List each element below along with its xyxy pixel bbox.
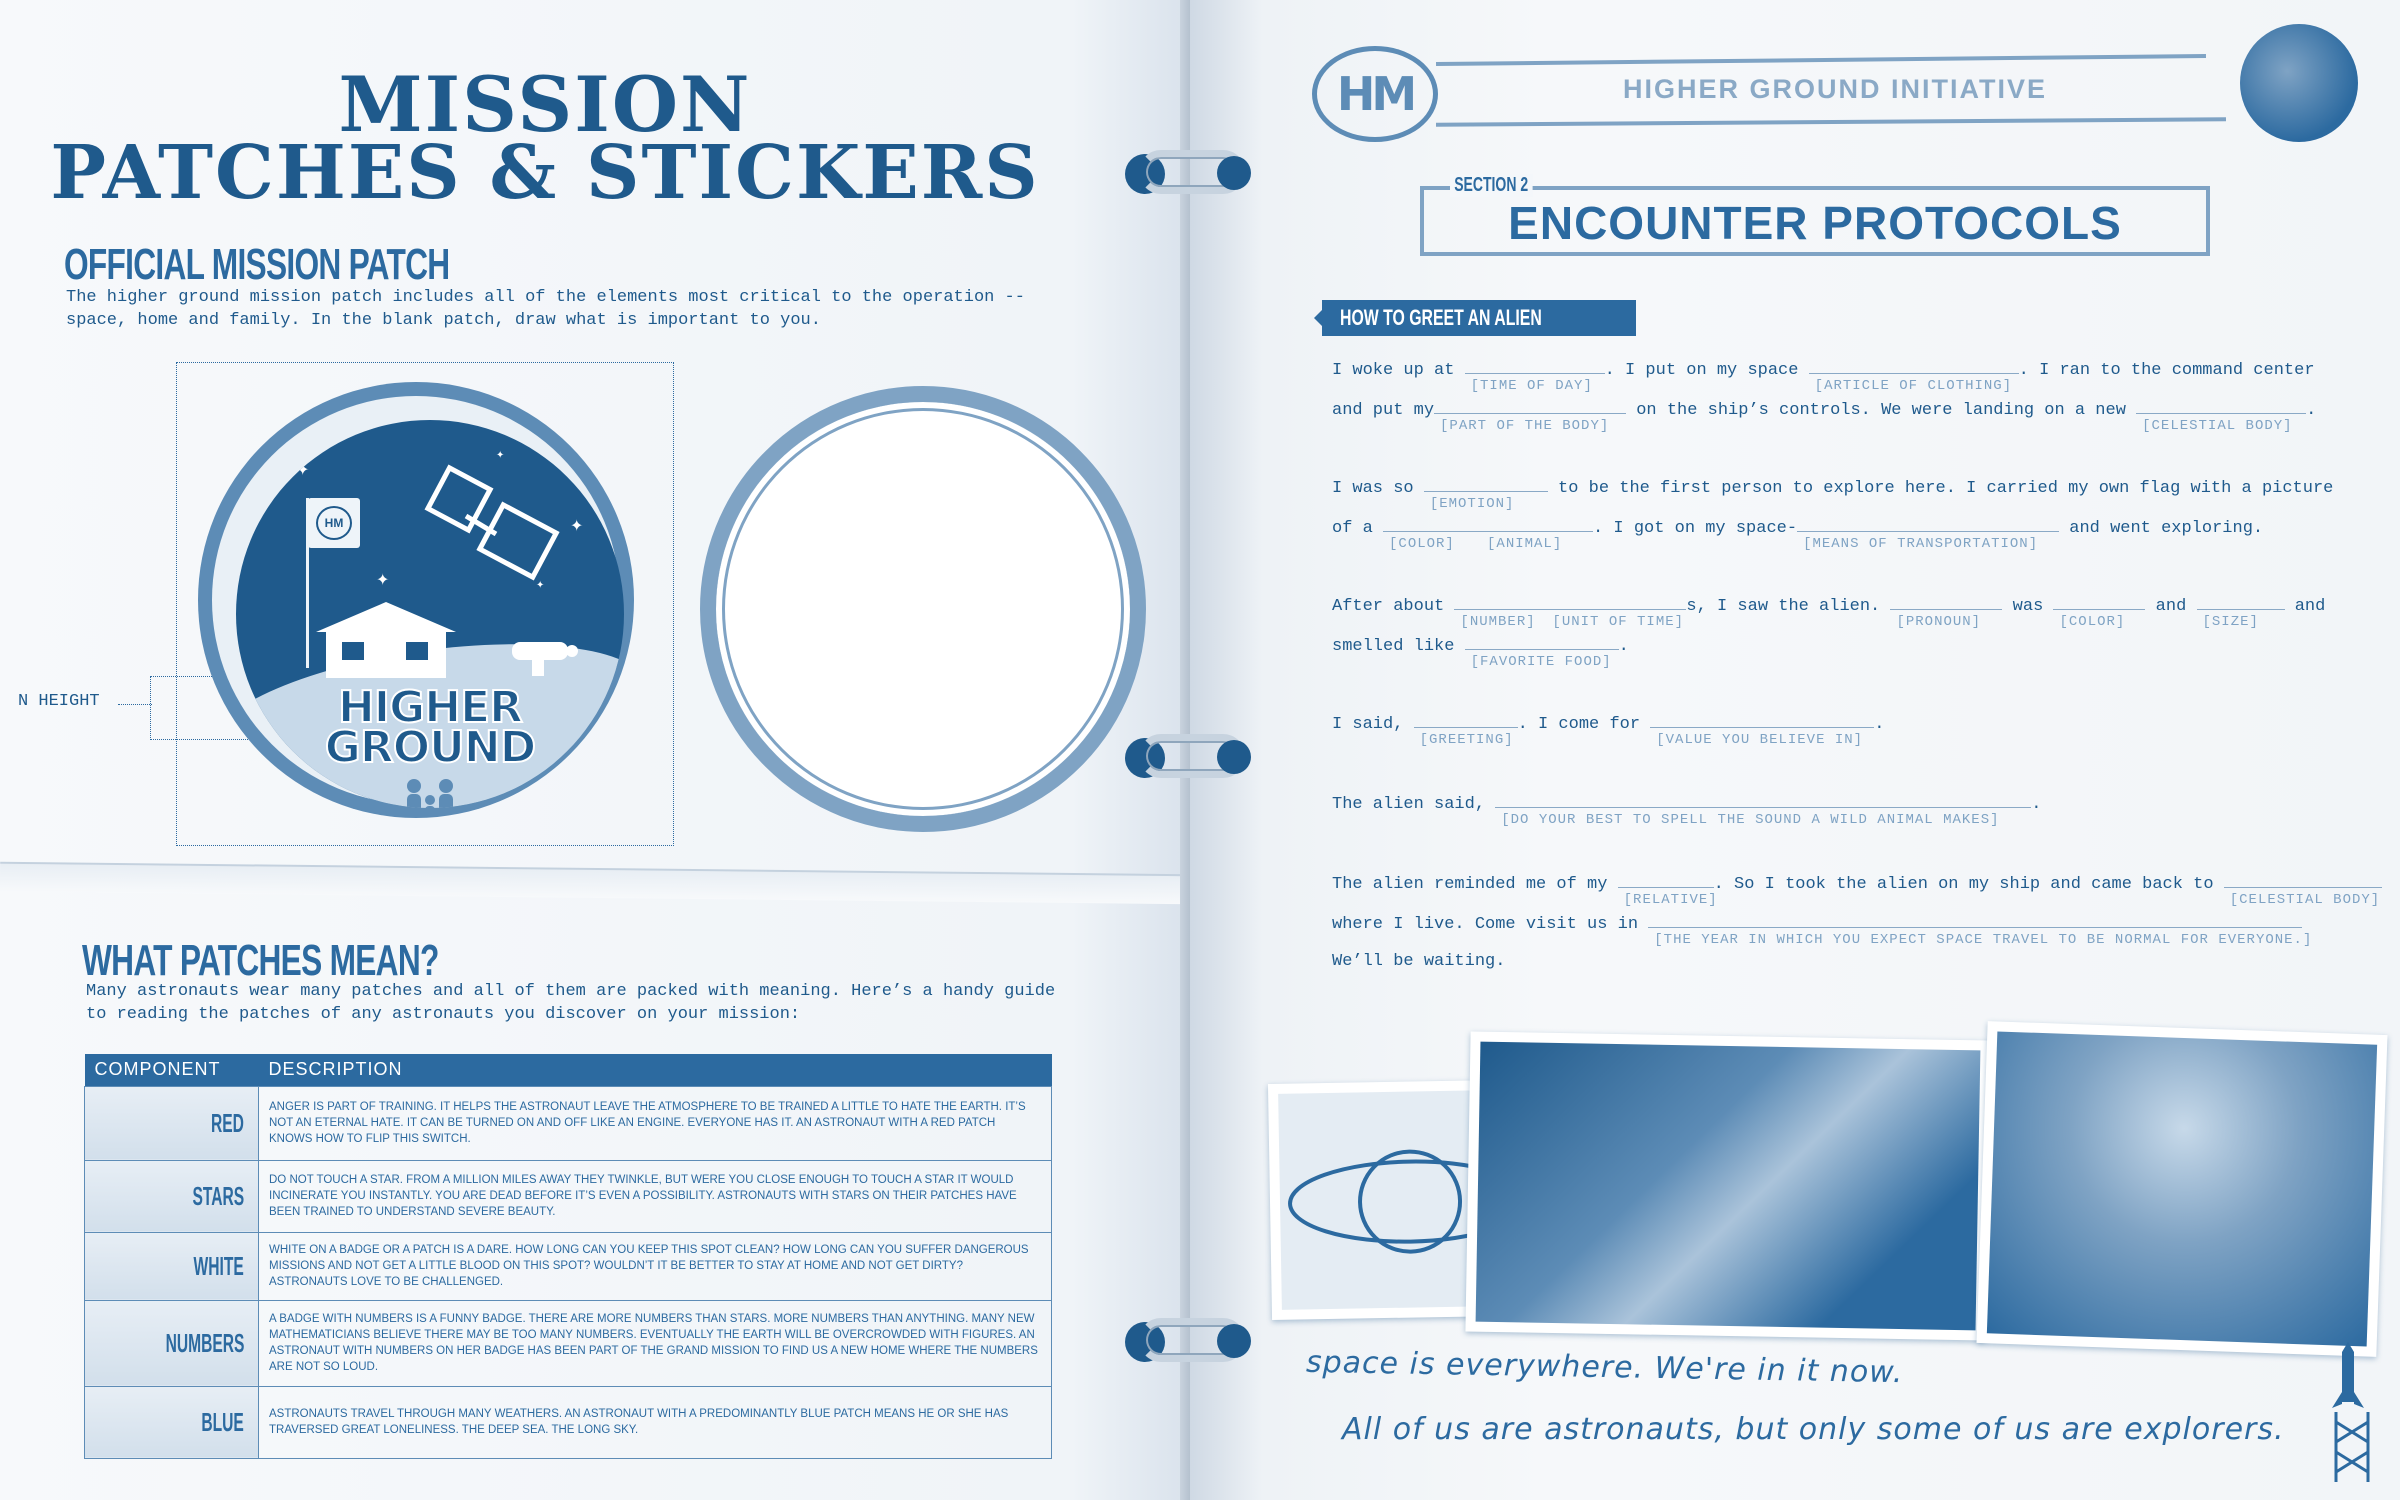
madlib-text: smelled like bbox=[1332, 637, 1465, 656]
madlib-text: . I put on my space bbox=[1604, 361, 1809, 380]
madlib-line bbox=[1332, 632, 2292, 672]
madlib-text: s, I saw the alien. bbox=[1686, 597, 1891, 616]
madlib-text: . bbox=[1618, 637, 1629, 656]
madlib-text: . I come for bbox=[1517, 715, 1651, 734]
blank-caption: [MEANS OF TRANSPORTATION] bbox=[1803, 536, 2039, 552]
madlib-text: I was so bbox=[1332, 479, 1424, 498]
ring-hole bbox=[1217, 156, 1251, 190]
hm-logo-icon: HM bbox=[1336, 67, 1414, 121]
house-icon bbox=[306, 598, 466, 678]
blank-caption: [SIZE] bbox=[2202, 614, 2259, 630]
blank-field[interactable] bbox=[2224, 870, 2382, 908]
blank-field[interactable] bbox=[1414, 710, 1518, 748]
description-cell: A BADGE WITH NUMBERS IS A FUNNY BADGE. THERE ARE MORE NUMBERS THAN STARS. MORE NUMBERS THAN ANYTHING. MANY NEW MATHEMATICIANS BELIEVE THERE MAY BE TOO MANY NUMBERS. EVENTUALLY THE EARTH WILL BE OVERCROWDED WITH FIGURES. AN ASTRONAUT WITH NUMBERS ON HER BADGE HAS BEEN PART OF THE GRAND MISSION TO FIND US A NEW HOME WHERE THE NUMBERS ARE NOT SO LOUD. bbox=[259, 1300, 1052, 1386]
madlib-paragraph-4 bbox=[1332, 710, 2292, 750]
blank-caption: [THE YEAR IN WHICH YOU EXPECT SPACE TRAVEL TO BE NORMAL FOR EVERYONE.] bbox=[1654, 932, 2313, 948]
astronaut-helmet-photo bbox=[1977, 1021, 2388, 1357]
star-icon: ✦ bbox=[296, 462, 310, 479]
blank-caption: [PRONOUN] bbox=[1896, 614, 1982, 630]
patches-mean-description: Many astronauts wear many patches and all of them are packed with meaning. Here’s a handy guide to reading the patches of any astronauts you discover on your mission: bbox=[86, 982, 1056, 1024]
patch-title-line1: HIGHER bbox=[337, 682, 523, 733]
madlib-text: . bbox=[2306, 401, 2317, 420]
madlib-text: . I ran to the command center bbox=[2018, 361, 2315, 380]
blank-caption: [GREETING] bbox=[1419, 732, 1514, 748]
madlib-text: The alien reminded me of my bbox=[1332, 875, 1618, 894]
component-table bbox=[84, 1054, 1052, 1459]
blank-caption: [FAVORITE FOOD] bbox=[1470, 654, 1612, 670]
greet-alien-label: HOW TO GREET AN ALIEN bbox=[1340, 305, 1542, 330]
component-cell bbox=[85, 1232, 259, 1300]
ray-gun-icon bbox=[506, 630, 586, 680]
blank-field[interactable] bbox=[1454, 592, 1546, 630]
madlib-line bbox=[1332, 474, 2334, 514]
madlib-paragraph-3 bbox=[1332, 592, 2326, 672]
blank-caption: [CELESTIAL BODY] bbox=[2229, 892, 2381, 908]
madlib-text: I said, bbox=[1332, 715, 1414, 734]
blank-caption: [CELESTIAL BODY] bbox=[2142, 418, 2293, 434]
blank-caption: [COLOR] bbox=[1389, 536, 1455, 552]
component-name: RED bbox=[211, 1107, 244, 1138]
madlib-line bbox=[1332, 396, 2317, 436]
blank-field[interactable] bbox=[1424, 474, 1548, 512]
blank-caption: [COLOR] bbox=[2059, 614, 2126, 630]
initiative-title: HIGHER GROUND INITIATIVE bbox=[1622, 74, 2047, 104]
madlib-text: on the ship’s controls. We were landing on a new bbox=[1626, 401, 2137, 420]
madlib-text: and bbox=[2284, 597, 2326, 616]
blank-field[interactable] bbox=[1481, 514, 1593, 552]
madlib-text: and put my bbox=[1332, 401, 1435, 420]
madlib-text: I woke up at bbox=[1332, 361, 1465, 380]
blank-caption: [EMOTION] bbox=[1429, 496, 1515, 512]
component-name: NUMBERS bbox=[165, 1327, 244, 1358]
patch-title-line2: GROUND bbox=[324, 722, 536, 773]
table-row bbox=[85, 1160, 1052, 1232]
blank-field[interactable] bbox=[1383, 514, 1481, 552]
patch-title bbox=[236, 682, 624, 773]
madlib-line bbox=[1332, 356, 2315, 396]
madlib-line bbox=[1332, 790, 2292, 830]
blank-field[interactable] bbox=[1495, 790, 2031, 828]
ring-hole bbox=[1217, 1324, 1251, 1358]
rocket-icon bbox=[2318, 1342, 2388, 1482]
blank-field[interactable] bbox=[1890, 592, 2002, 630]
official-patch-description: The higher ground mission patch includes all of the elements most critical to the operation -- space, home and family. In the blank patch, draw what is important to you. bbox=[66, 288, 1025, 330]
section-number: SECTION 2 bbox=[1450, 174, 1532, 197]
madlib-text: . bbox=[1874, 715, 1885, 734]
blank-caption: [DO YOUR BEST TO SPELL THE SOUND A WILD ANIMAL MAKES] bbox=[1501, 812, 2000, 828]
blank-caption: [UNIT OF TIME] bbox=[1552, 614, 1685, 630]
madlib-text: and went exploring. bbox=[2059, 519, 2264, 538]
madlib-line bbox=[1332, 910, 2313, 950]
description-cell: WHITE ON A BADGE OR A PATCH IS A DARE. HOW LONG CAN YOU KEEP THIS SPOT CLEAN? HOW LONG CAN YOU SUFFER DANGEROUS MISSIONS AND NOT GET A LITTLE BLOOD ON THIS SPOT? WOULDN’T IT BE BETTER TO STAY AT HOME AND NOT GET DIRTY? ASTRONAUTS LOVE TO BE CHALLENGED. bbox=[259, 1232, 1052, 1300]
binder-ring-middle bbox=[1125, 734, 1255, 778]
blank-patch-drawing-area[interactable] bbox=[700, 386, 1146, 832]
component-name: WHITE bbox=[193, 1250, 244, 1281]
description-cell: ANGER IS PART OF TRAINING. IT HELPS THE ASTRONAUT LEAVE THE ATMOSPHERE TO BE TRAINED A LITTLE TO HATE THE EARTH. IT’S NOT AN ETERNAL HATE. IT CAN BE TURNED ON AND OFF LIKE AN ENGINE. EVERYONE HAS IT. AN ASTRONAUT WITH A RED PATCH KNOWS HOW TO FLIP THIS SWITCH. bbox=[259, 1086, 1052, 1160]
component-cell bbox=[85, 1160, 259, 1232]
globe-icon bbox=[2240, 24, 2358, 142]
blank-field[interactable] bbox=[1650, 710, 1874, 748]
madlib-line bbox=[1332, 710, 2292, 750]
madlib-text: . bbox=[2031, 795, 2042, 814]
height-guide-line bbox=[118, 704, 152, 705]
blank-caption: [RELATIVE] bbox=[1623, 892, 1718, 908]
patches-mean-heading: WHAT PATCHES MEAN? bbox=[82, 936, 439, 985]
blank-caption: [PART OF THE BODY] bbox=[1440, 418, 1610, 434]
height-label: N HEIGHT bbox=[18, 692, 100, 711]
page-title-line1: MISSION bbox=[338, 60, 752, 149]
blank-field[interactable] bbox=[1465, 356, 1605, 394]
madlib-text: of a bbox=[1332, 519, 1384, 538]
astronaut-flag-image bbox=[1476, 1042, 1981, 1331]
column-header-component: COMPONENT bbox=[85, 1054, 259, 1086]
star-icon: ✦ bbox=[570, 518, 584, 535]
madlib-line bbox=[1332, 514, 2292, 554]
madlib-text: After about bbox=[1332, 597, 1455, 616]
blank-field[interactable] bbox=[1434, 396, 1626, 434]
madlib-paragraph-6 bbox=[1332, 870, 2381, 990]
saturn-icon bbox=[1278, 1090, 1494, 1310]
component-cell bbox=[85, 1300, 259, 1386]
satellite-icon bbox=[396, 456, 566, 596]
star-icon: ✦ bbox=[496, 450, 505, 461]
patch-ring bbox=[212, 396, 620, 804]
left-page bbox=[0, 0, 1190, 1500]
binder-ring-top bbox=[1125, 150, 1255, 194]
blank-field[interactable] bbox=[2136, 396, 2306, 434]
section-title: ENCOUNTER PROTOCOLS bbox=[1508, 197, 2122, 249]
blank-field[interactable] bbox=[1648, 910, 2313, 948]
page-tear-divider bbox=[0, 862, 1190, 904]
hm-logo-icon: HM bbox=[316, 506, 352, 540]
handwritten-note-line2: All of us are astronauts, but only some of us are explorers. bbox=[1342, 1412, 2285, 1447]
table-row bbox=[85, 1386, 1052, 1458]
astronaut-flag-photo bbox=[1465, 1031, 1990, 1340]
madlib-paragraph-2 bbox=[1332, 474, 2334, 554]
blank-field[interactable] bbox=[1809, 356, 2019, 394]
blank-caption: [ANIMAL] bbox=[1487, 536, 1563, 552]
blank-field[interactable] bbox=[1797, 514, 2059, 552]
madlib-paragraph-5 bbox=[1332, 790, 2292, 830]
table-row bbox=[85, 1086, 1052, 1160]
star-icon: ✦ bbox=[376, 572, 390, 589]
blank-field[interactable] bbox=[2197, 592, 2285, 630]
component-cell bbox=[85, 1086, 259, 1160]
madlib-line bbox=[1332, 950, 2292, 990]
madlib-line bbox=[1332, 592, 2326, 632]
saturn-image bbox=[1278, 1090, 1494, 1310]
official-patch-heading: OFFICIAL MISSION PATCH bbox=[64, 240, 450, 289]
table-row bbox=[85, 1232, 1052, 1300]
madlib-text: . I got on my space- bbox=[1593, 519, 1798, 538]
component-name: STARS bbox=[192, 1180, 244, 1211]
blank-field[interactable] bbox=[1465, 632, 1619, 670]
family-icon bbox=[404, 778, 464, 808]
madlib-text: The alien said, bbox=[1332, 795, 1496, 814]
blank-field[interactable] bbox=[1546, 592, 1686, 630]
blank-field[interactable] bbox=[2053, 592, 2145, 630]
madlib-text: to be the first person to explore here. I carried my own flag with a picture bbox=[1547, 479, 2334, 498]
greet-alien-tag bbox=[1322, 300, 1636, 336]
description-cell: ASTRONAUTS TRAVEL THROUGH MANY WEATHERS. AN ASTRONAUT WITH A PREDOMINANTLY BLUE PATCH MEANS HE OR SHE HAS TRAVERSED GREAT LONELINESS. THE DEEP SEA. THE LONG SKY. bbox=[259, 1386, 1052, 1458]
madlib-line bbox=[1332, 870, 2381, 910]
patch-inner bbox=[236, 420, 624, 808]
mission-patch bbox=[198, 382, 634, 818]
blank-caption: [VALUE YOU BELIEVE IN] bbox=[1656, 732, 1864, 748]
star-icon: ✦ bbox=[536, 580, 545, 591]
table-row bbox=[85, 1300, 1052, 1386]
madlib-text: We’ll be waiting. bbox=[1332, 952, 1506, 971]
blank-caption: [ARTICLE OF CLOTHING] bbox=[1814, 378, 2013, 394]
madlib-text: and bbox=[2145, 597, 2197, 616]
table-header-row bbox=[85, 1054, 1052, 1086]
handwritten-note-line1: space is everywhere. We're in it now. bbox=[1305, 1344, 1904, 1391]
binder-ring-bottom bbox=[1125, 1318, 1255, 1362]
ring-hole bbox=[1217, 740, 1251, 774]
blank-caption: [TIME OF DAY] bbox=[1470, 378, 1593, 394]
column-header-description: DESCRIPTION bbox=[259, 1054, 1052, 1086]
blank-field[interactable] bbox=[1618, 870, 1718, 908]
blank-caption: [NUMBER] bbox=[1460, 614, 1536, 630]
component-cell bbox=[85, 1386, 259, 1458]
madlib-text: . So I took the alien on my ship and came back to bbox=[1713, 875, 2224, 894]
patch-flag bbox=[308, 498, 360, 548]
hm-logo bbox=[1312, 46, 1438, 142]
component-name: BLUE bbox=[201, 1406, 244, 1437]
description-cell: DO NOT TOUCH A STAR. FROM A MILLION MILES AWAY THEY TWINKLE, BUT WERE YOU CLOSE ENOUGH TO TOUCH A STAR IT WOULD INCINERATE YOU INSTANTLY. YOU ARE DEAD BEFORE IT’S EVEN A POSSIBILITY. ASTRONAUTS WITH STARS ON THEIR PATCHES HAVE BEEN TRAINED TO UNDERSTAND SEVERE BEAUTY. bbox=[259, 1160, 1052, 1232]
page-title-line2: PATCHES & STICKERS bbox=[50, 130, 1040, 216]
madlib-text: was bbox=[2002, 597, 2054, 616]
madlib-text: where I live. Come visit us in bbox=[1332, 915, 1649, 934]
madlib-paragraph-1 bbox=[1332, 356, 2317, 436]
astronaut-helmet-image bbox=[1987, 1031, 2377, 1346]
